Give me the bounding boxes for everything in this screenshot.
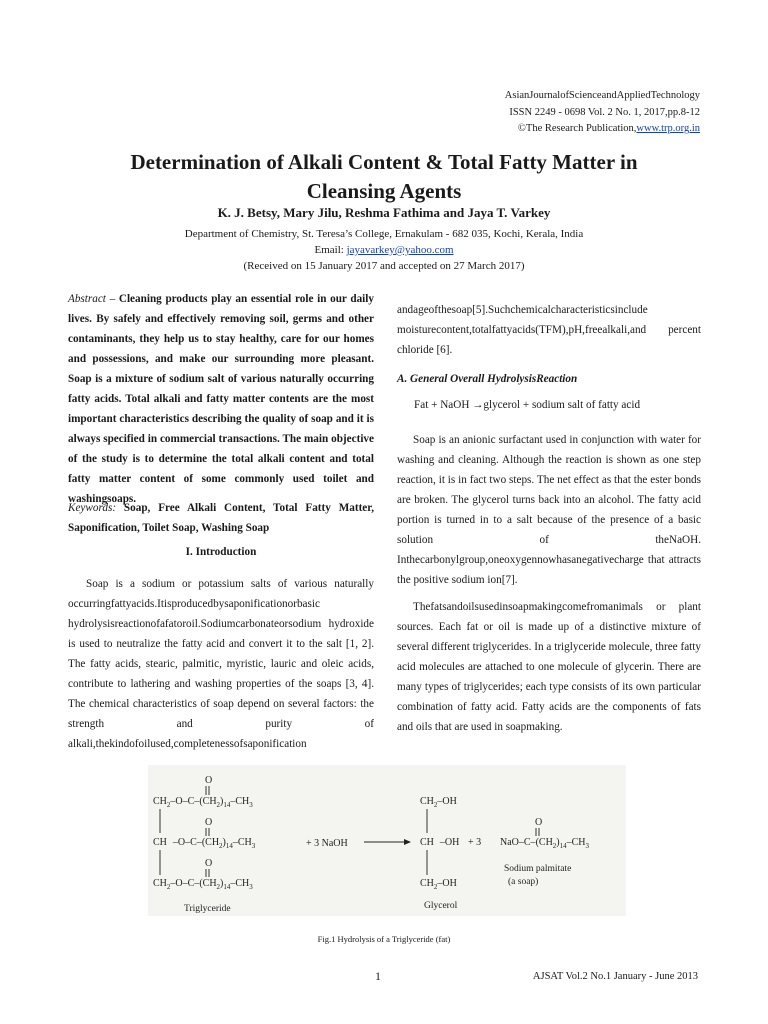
page-number: 1 bbox=[375, 969, 381, 983]
label-triglyceride: Triglyceride bbox=[184, 904, 231, 914]
affiliation-block bbox=[0, 226, 768, 274]
keywords-text: Soap, Free Alkali Content, Total Fatty Matter, Saponification, Toilet Soap, Washing Soap bbox=[68, 502, 374, 534]
carbonyl-o-2: O bbox=[205, 817, 213, 828]
journal-name: AsianJournalofScienceandAppliedTechnology bbox=[504, 90, 700, 101]
email-label: Email: bbox=[314, 244, 347, 256]
plus-three: + 3 bbox=[468, 837, 482, 848]
received-dates: (Received on 15 January 2017 and accepted on 27 March 2017) bbox=[243, 260, 525, 272]
title-line-2: Cleansing Agents bbox=[306, 179, 462, 203]
section-heading: I. Introduction bbox=[185, 546, 257, 558]
right-paragraph-1: andageofthesoap[5].Suchchemicalcharacteristicsinclude moisturecontent,totalfattyacids(TFM),pH,freealkali,and percent chloride [6]. bbox=[397, 304, 701, 356]
product-name: Sodium palmitate bbox=[504, 864, 572, 874]
journal-issn: ISSN 2249 - 0698 Vol. 2 No. 1, 2017,pp.8-12 bbox=[509, 106, 700, 118]
journal-url-link[interactable]: www.trp.org.in bbox=[636, 123, 700, 134]
sodium-palmitate-formula: NaO–$C-(CH_2)_{14}-CH_3$ bbox=[500, 837, 590, 850]
subheading: A. General Overall HydrolysisReaction bbox=[397, 373, 578, 385]
page-footer: AJSAT Vol.2 No.1 January - June 2013 bbox=[532, 971, 698, 982]
intro-paragraph: Soap is a sodium or potassium salts of various naturally occurringfattyacids.Itisproducedbysaponificationorbasic hydrolysisreactionofafatoroil.Sodiumcarbonateorsodium hydroxide is used to neutralize the fatty acid and convert it to the salt [1, 2]. The fatty acids, stearic, palmitic, myristic, lauric and oleic acids, contribute to lathering and washing properties of the soaps [3, 4]. The chemical characteristics of soap depend on several factors: the strength and purity of alkali,thekindofoilused,completenessofsaponification bbox=[68, 578, 374, 750]
ch2-top: $CH_2-O-C-(CH_2)_{14}-CH_3$ bbox=[153, 796, 253, 809]
publisher-text: ©The Research Publication, bbox=[517, 123, 637, 134]
product-note: (a soap) bbox=[508, 877, 539, 887]
glycerol-ch2-bottom: $CH_2-OH$ bbox=[420, 878, 457, 891]
arrow-head bbox=[404, 839, 411, 845]
figure-hydrolysis bbox=[148, 765, 626, 916]
carbonyl-o-1: O bbox=[205, 775, 213, 786]
affiliation: Department of Chemistry, St. Teresa’s College, Ernakulam - 682 035, Kochi, Kerala, India bbox=[184, 228, 584, 240]
paper-title bbox=[0, 148, 768, 206]
reaction-equation: Fat + NaOH →glycerol + sodium salt of fatty acid bbox=[414, 399, 641, 411]
ch-middle: CH $-O-C-(CH_2)_{14}-CH_3$ bbox=[153, 837, 256, 850]
carbonyl-o-3: O bbox=[205, 858, 213, 869]
keywords bbox=[68, 498, 374, 538]
glycerol-ch: CH –OH bbox=[420, 837, 460, 848]
email-link[interactable]: jayavarkey@yahoo.com bbox=[346, 244, 454, 256]
abstract-label: Abstract – bbox=[68, 293, 116, 305]
reaction-diagram bbox=[148, 765, 626, 916]
email-line bbox=[0, 242, 768, 258]
label-glycerol: Glycerol bbox=[424, 901, 458, 911]
right-paragraph-3: Thefatsandoilsusedinsoapmakingcomefromanimals or plant sources. Each fat or oil is made up of a distinctive mixture of several different triglycerides. In a triglyceride molecule, three fatty acid molecules are attached to one molecule of glycerin. There are many types of triglycerides; each type consists of its own particular combination of fatty acid. Fatty acids are the components of fats and oils that are used in soapmaking. bbox=[397, 601, 701, 733]
authors: K. J. Betsy, Mary Jilu, Reshma Fathima and Jaya T. Varkey bbox=[217, 205, 551, 220]
right-paragraph-2: Soap is an anionic surfactant used in conjunction with water for washing and cleaning. Although the reaction is shown as one step reaction, it is in fact two steps. The net effect as that the ester bonds are broken. The glycerol turns back into an alcohol. The fatty acid portion is turned in to a salt because of the presence of a basic solution of theNaOH. Inthecarbonylgroup,oneoxygennowhasanegativecharge that attracts the positive sodium ion[7]. bbox=[397, 434, 701, 586]
keywords-label: Keywords: bbox=[68, 502, 117, 514]
reagent-naoh: + 3 NaOH bbox=[306, 838, 348, 849]
title-line-1: Determination of Alkali Content & Total Fatty Matter in bbox=[130, 150, 638, 174]
figure-caption: Fig.1 Hydrolysis of a Triglyceride (fat) bbox=[317, 934, 451, 944]
carbonyl-o-product: O bbox=[535, 817, 543, 828]
ch2-bottom: $CH_2-O-C-(CH_2)_{14}-CH_3$ bbox=[153, 878, 253, 891]
glycerol-ch2-top: $CH_2-OH$ bbox=[420, 796, 457, 809]
journal-publisher bbox=[505, 121, 700, 138]
journal-header bbox=[505, 88, 700, 138]
abstract bbox=[68, 289, 374, 509]
abstract-text: Cleaning products play an essential role in our daily lives. By safely and effectively removing soil, germs and other contaminants, they help us to stay healthy, care for our homes and possessions, and make our surrounding more pleasant. Soap is a mixture of sodium salt of various naturally occurring fatty acids. Total alkali and fatty matter contents are the most important characteristics describing the quality of soap and it is always specified in commercial transactions. The main objective of the study is to determine the total alkali content and total fatty matter content of some commonly used toilet and washingsoaps. bbox=[68, 293, 374, 505]
